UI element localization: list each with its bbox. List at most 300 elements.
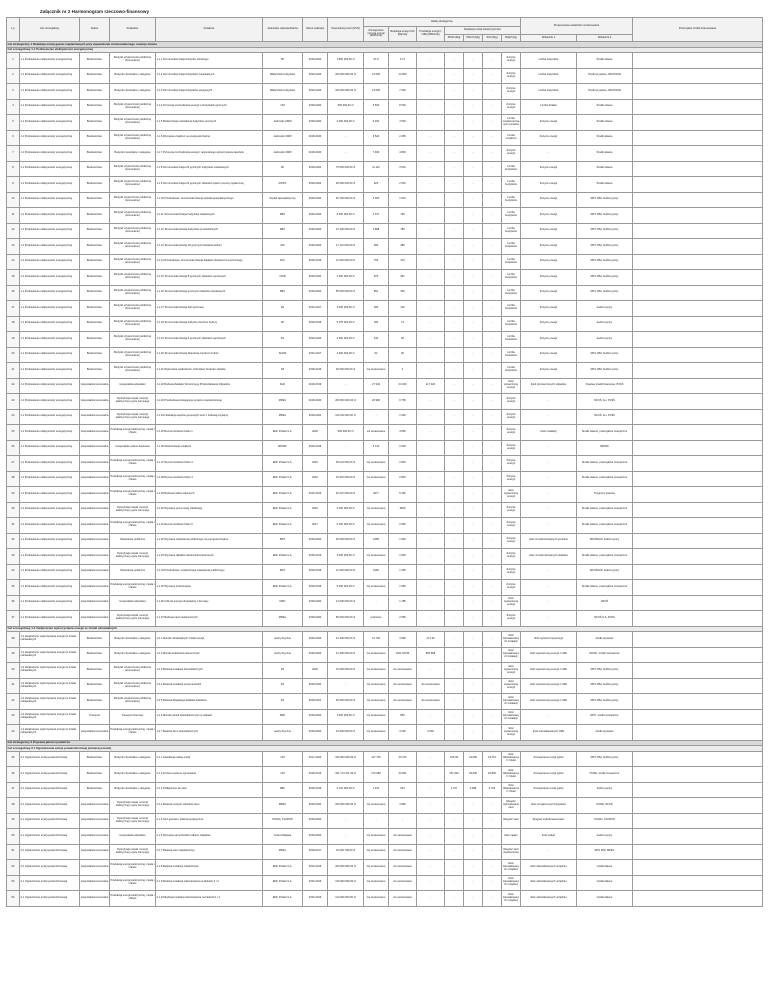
cell-podsektor: Budynki mieszkalne i usługowe [110,767,156,783]
cell-jednostka: Właściciele budynków [263,84,303,100]
cell-cel: 1.1 Podniesienie efektywności energetycznej [20,99,80,115]
cell-podsektor: Oświetlenie publiczne [110,564,156,580]
cell-pm10: - [445,647,464,663]
cell-wskaznik-2: Środki własne [577,99,633,115]
cell-koszt: 21 600 000,00 zł [328,725,364,741]
cell-okres: 2018-2020 [303,208,328,224]
cell-lp: 45 [7,751,20,767]
cell-okres: 2018-2020 [303,146,328,162]
table-row [7,239,763,255]
cell-podsektor: Gospodarka odpadami [110,829,156,845]
cell-zuzycie: - [364,813,389,829]
cell-co2: 4 [389,363,417,379]
page-title: Załącznik nr 2 Harmonogram rzeczowo-finansowy [40,9,149,14]
cell-so2: - [483,595,502,611]
cell-co2: 4 860 [389,146,417,162]
cell-zrodla [633,632,763,648]
cell-wskaznik-1: - [521,580,577,596]
cell-so2: - [483,518,502,534]
cell-pm25: - [464,440,483,456]
cell-sektor: Gospodarka komunalna [80,844,110,860]
cell-cel: 1.1 Podniesienie efektywności energetycznej [20,549,80,565]
cell-pm25: - [464,725,483,741]
cell-dzialanie: 1.2.1 Montaż odnawialnych źródeł energii [156,632,263,648]
cell-produkcja: - [417,829,445,845]
cell-so2: - [483,316,502,332]
cell-pm25: - [464,409,483,425]
header-so2: SO2 [Mg] [483,35,502,42]
cell-pm10: - [445,798,464,814]
table-row [7,208,763,224]
cell-jednostka: SCKM [263,347,303,363]
cell-wskaznik-2: Środki własne, potencjalnie zewnętrzne [577,425,633,441]
cell-dzialanie: 1.1.34 Przebudowa i modernizacja oświetlenia publicznego [156,564,263,580]
cell-koszt: 20 000 000,00 zł [328,533,364,549]
cell-cel: 1.2 Zwiększenie wykorzystania energii ze źródeł odnawialnych [20,709,80,725]
cell-lp: 7 [7,146,20,162]
cell-podsektor: Budynki użyteczności publicznej (komunalne) [110,694,156,710]
cell-cel: 1.1 Podniesienie efektywności energetycznej [20,595,80,611]
cell-co2: nie oszacowano [389,891,417,907]
cell-wskaznik-2: RPO WM, budżet gminy [577,208,633,224]
cell-wskaznik-2: RPO WM, budżet gminy [577,363,633,379]
cell-podsektor: Budynki użyteczności publicznej (komunalne) [110,270,156,286]
cell-pm25: - [464,456,483,472]
cell-jednostka: Jednostki UMW [263,130,303,146]
cell-co2: 7 900 [389,84,417,100]
cell-so2: - [483,580,502,596]
cell-bap: Ilość zlikwidowanych źródeł [502,782,521,798]
cell-wskaznik-2: NFOŚ, fun. POIiŚ [577,409,633,425]
cell-lp: 48 [7,798,20,814]
cell-koszt: 75 000 000,00 zł [328,161,364,177]
cell-bap: Zużycie energii [502,456,521,472]
cell-zrodla [633,347,763,363]
cell-podsektor: Transport zbiorowy [110,709,156,725]
cell-dzialanie: 1.1.6 Wymiana urządzeń na energooszczędne [156,130,263,146]
cell-so2: - [483,440,502,456]
cell-pm25: 29,696 [464,767,483,783]
cell-produkcja: - [417,549,445,565]
cell-zrodla [633,456,763,472]
header-okres: Okres realizacji [303,18,328,42]
cell-wskaznik-1: - [521,502,577,518]
cell-cel: 1.1 Podniesienie efektywności energetycznej [20,115,80,131]
cell-so2: - [483,115,502,131]
cell-dzialanie: 1.1.18 Termomodernizacja budynku Centrum Kultury [156,316,263,332]
cell-zrodla [633,440,763,456]
cell-pm10: - [445,471,464,487]
cell-okres: 2018-2020 [303,611,328,627]
cell-cel: 2.1 Ograniczenie emisji powierzchniowej [20,782,80,798]
cell-co2: 1 185 [389,595,417,611]
cell-produkcja: - [417,751,445,767]
cell-pm25: - [464,177,483,193]
cell-okres: 2016-2019 [303,891,328,907]
cell-zrodla [633,518,763,534]
cell-koszt: 11 000 000,00 zł [328,564,364,580]
cell-zrodla [633,285,763,301]
cell-wskaznik-1: Zużycie energii [521,192,577,208]
cell-sektor: Budownictwo [80,301,110,317]
cell-wskaznik-1: - [521,518,577,534]
cell-pm25: - [464,595,483,611]
cell-so2: - [483,798,502,814]
cell-zrodla [633,301,763,317]
cell-dzialanie: 1.1.21 Wykonanie wydłużenia i rozbudowy budynku szpitala [156,363,263,379]
cell-podsektor: Budynki użyteczności publicznej (komunalne) [110,285,156,301]
cell-cel: 1.1 Podniesienie efektywności energetycznej [20,53,80,69]
cell-dzialanie: 1.1.7 Promocja oszczędzania energii i racjonalnego wykorzystania zasobów [156,146,263,162]
cell-bap: Ilość zainstalowanych urządzeń [502,875,521,891]
cell-lp: 31 [7,518,20,534]
cell-zuzycie: nie oszacowano [364,518,389,534]
table-row [7,709,763,725]
cell-dzialanie: 1.1.8 Termomodernizacja 26 gminnych budynków oświatowych [156,161,263,177]
cell-dzialanie: 1.1.20 Termomodernizacja Starostwa Centrum Kultury [156,347,263,363]
cell-koszt: 4 000 000,00 zł [328,301,364,317]
cell-cel: 1.1 Podniesienie efektywności energetycznej [20,223,80,239]
cell-okres: 2018-2019 [303,254,328,270]
cell-produkcja: - [417,813,445,829]
cell-koszt: 110 010 000,00 zł [328,409,364,425]
table-row [7,767,763,783]
cell-cel: 2.1 Ograniczenie emisji powierzchniowej [20,891,80,907]
cell-pm10: - [445,694,464,710]
cell-wskaznik-1: Zmniejszenie emisji pyłów [521,767,577,783]
cell-zrodla [633,223,763,239]
cell-sektor: Budownictwo [80,161,110,177]
specific-goal-label: Cel szczegółowy 2.1 Ograniczenie emisji powierzchniowej (zanieczyszczeń) [7,746,763,752]
cell-co2: 8 000 [389,99,417,115]
cell-bap: Liczba budynków [502,254,521,270]
cell-lp: 51 [7,844,20,860]
cell-okres: 2018-2020 [303,53,328,69]
cell-zrodla [633,53,763,69]
cell-zrodla [633,177,763,193]
specific-goal-label: Cel szczegółowy 1.1 Podniesienie efektywności energetycznej [7,47,763,53]
cell-pm25: 0,289 [464,782,483,798]
cell-co2: nie oszacowano [389,875,417,891]
header-lp: L.p. [7,18,20,42]
cell-wskaznik-2: RCMC, środki zewnętrzne [577,647,633,663]
cell-jednostka: osoby fizyczne [263,632,303,648]
cell-wskaznik-1: Zużycie energii [521,270,577,286]
table-row [7,580,763,596]
cell-jednostka: SP [263,53,303,69]
cell-pm10: - [445,332,464,348]
cell-lp: 35 [7,580,20,596]
cell-lp: 54 [7,891,20,907]
cell-zuzycie: 176 080 [364,767,389,783]
cell-dzialanie: 1.2.3 Budowa instalacji fotowoltaicznych [156,663,263,679]
cell-wskaznik-2: RPO WM, budżet gminy [577,223,633,239]
cell-zrodla [633,798,763,814]
cell-dzialanie: 1.1.29 Budowa kotłów odpowych [156,487,263,503]
cell-sektor: Gospodarka komunalna [80,502,110,518]
cell-cel: 1.1 Podniesienie efektywności energetycznej [20,502,80,518]
cell-so2: - [483,177,502,193]
cell-sektor: Budownictwo [80,347,110,363]
cell-koszt: 15 000 738,00 zł [328,844,364,860]
cell-jednostka: ZOL [263,254,303,270]
cell-wskaznik-1: Ilość zmodernizowanych punktów [521,533,577,549]
cell-zrodla [633,580,763,596]
cell-jednostka: ZBO [263,223,303,239]
cell-podsektor: Budynki mieszkalne i usługowe [110,146,156,162]
cell-pm25: - [464,678,483,694]
cell-zrodla [633,99,763,115]
cell-wskaznik-1: Ilość wytworzonej energii z OZE [521,663,577,679]
cell-podsektor: Dystrybucja ciepła i energii elektrycznej i gazu ziemnego [110,549,156,565]
cell-jednostka: ZBO [263,208,303,224]
cell-cel: 1.1 Podniesienie efektywności energetycznej [20,409,80,425]
cell-so2: - [483,130,502,146]
cell-zuzycie: 4677 [364,487,389,503]
cell-wskaznik-2: środki prywatne [577,725,633,741]
cell-pm10: - [445,844,464,860]
cell-bap: Ilość wytworzonej energii [502,678,521,694]
cell-co2: 4 980 [389,798,417,814]
cell-jednostka: osoby fizyczne [263,725,303,741]
cell-podsektor: Budynki użyteczności publicznej (komunalne) [110,301,156,317]
cell-produkcja: - [417,68,445,84]
cell-wskaznik-2: budżet gminy [577,782,633,798]
cell-pm25: - [464,316,483,332]
cell-koszt: 160 000 000,00 zł [328,84,364,100]
cell-wskaznik-1: - [521,595,577,611]
cell-so2: - [483,875,502,891]
table-row [7,378,763,394]
cell-wskaznik-2: Środki własne [577,146,633,162]
cell-zrodla [633,208,763,224]
cell-cel: 1.2 Zwiększenie wykorzystania energii ze źródeł odnawialnych [20,725,80,741]
cell-so2: - [483,860,502,876]
cell-cel: 2.1 Ograniczenie emisji powierzchniowej [20,798,80,814]
cell-cel: 2.1 Ograniczenie emisji powierzchniowej [20,767,80,783]
cell-sektor: Budownictwo [80,177,110,193]
cell-pm25: - [464,487,483,503]
cell-cel: 1.1 Podniesienie efektywności energetycznej [20,161,80,177]
cell-koszt: 15 000 000,00 zł [328,663,364,679]
cell-okres: 2018-2020 [303,725,328,741]
header-wskaznik-1: Wskaźnik 1 [521,35,577,42]
cell-wskaznik-1: Ilość zainstalowanych urządzeń [521,891,577,907]
cell-jednostka: PGNiG, TAURON [263,813,303,829]
cell-co2: nie oszacowano [389,844,417,860]
cell-zuzycie: nie oszacowano [364,580,389,596]
cell-okres: 2018-2020 [303,595,328,611]
cell-wskaznik-1: - [521,709,577,725]
cell-cel: 1.1 Podniesienie efektywności energetycznej [20,316,80,332]
cell-zuzycie: 900 [364,239,389,255]
cell-produkcja: - [417,254,445,270]
cell-zuzycie: nie oszacowano [364,471,389,487]
cell-bap: Liczba budynków [502,192,521,208]
table-row [7,751,763,767]
cell-wskaznik-1: Ilość zadań [521,829,577,845]
cell-zrodla [633,239,763,255]
cell-jednostka: UM [263,767,303,783]
cell-produkcja: - [417,518,445,534]
cell-so2: - [483,533,502,549]
cell-pm10: - [445,347,464,363]
cell-okres: 2016-2019 [303,860,328,876]
cell-zrodla [633,663,763,679]
cell-pm10: - [445,549,464,565]
cell-wskaznik-2: WFOŚiGW, budżet gminy [577,533,633,549]
cell-bap: Zużycie energii [502,564,521,580]
cell-jednostka: SW [263,239,303,255]
cell-okres: 2018-2020 [303,678,328,694]
cell-zuzycie: nie oszacowano [364,425,389,441]
cell-pm10: - [445,68,464,84]
cell-cel: 2.1 Ograniczenie emisji powierzchniowej [20,829,80,845]
cell-jednostka: MZK [263,709,303,725]
cell-koszt: 3 000 000,00 zł [328,502,364,518]
cell-zrodla [633,533,763,549]
cell-okres: 2018-2020 [303,68,328,84]
cell-wskaznik-1: Zużycie energii [521,363,577,379]
cell-pm10: - [445,239,464,255]
cell-pm25: - [464,347,483,363]
cell-so2: - [483,285,502,301]
cell-zuzycie: nie oszacowano [364,663,389,679]
cell-lp: 2 [7,68,20,84]
cell-zrodla [633,751,763,767]
cell-co2: 43 370 [389,751,417,767]
cell-dzialanie: 2.1.5 Sieć gazowa i elektroenergetyczna [156,813,263,829]
cell-produkcja: - [417,425,445,441]
cell-co2: - [389,813,417,829]
cell-koszt: 17 121 520,00 zł [328,239,364,255]
cell-co2: 2 840 [389,456,417,472]
cell-bap: Liczba budynków [502,332,521,348]
cell-lp: 44 [7,725,20,741]
cell-bap: Zużycie energii [502,53,521,69]
header-efekty: Efekty ekologiczne [364,18,521,27]
cell-pm25: - [464,239,483,255]
cell-jednostka: Właściciele budynków [263,68,303,84]
cell-bap: Liczba budynków [502,161,521,177]
cell-jednostka: MPEC [263,611,303,627]
cell-bap: Ilość wytworzonej energii [502,595,521,611]
cell-sektor: Budownictwo [80,84,110,100]
cell-wskaznik-2: RPO WM, budżet gminy [577,678,633,694]
cell-podsektor: Dystrybucja ciepła i energii elektrycznej i gazu ziemnego [110,844,156,860]
cell-cel: 2.1 Ograniczenie emisji powierzchniowej [20,875,80,891]
cell-bap: Zużycie energii [502,68,521,84]
table-header [7,18,763,42]
cell-okres: 2018-2019 [303,363,328,379]
cell-okres: 2018-2020 [303,813,328,829]
cell-so2: - [483,694,502,710]
cell-cel: 1.1 Podniesienie efektywności energetycznej [20,487,80,503]
cell-dzialanie: 2.1.1 Likwidacja niskiej emisji [156,751,263,767]
cell-koszt: 14 000 000,00 zł [328,595,364,611]
cell-zrodla [633,875,763,891]
cell-so2: - [483,663,502,679]
cell-dzialanie: 1.1.11 Termomodernizacja budynków oświatowych [156,208,263,224]
cell-co2: 2 950 [389,518,417,534]
cell-pm10: - [445,875,464,891]
cell-produkcja: - [417,440,445,456]
cell-jednostka: SZ [263,363,303,379]
header-pm10: PM10 [Mg] [445,35,464,42]
cell-okres: 2018-2020 [303,647,328,663]
cell-pm10: - [445,533,464,549]
cell-jednostka: EDF Polska S.A. [263,487,303,503]
cell-produkcja: - [417,564,445,580]
cell-zrodla [633,829,763,845]
cell-okres: 2018-2020 [303,632,328,648]
table-row [7,829,763,845]
cell-pm10: - [445,829,464,845]
cell-pm10: - [445,254,464,270]
cell-lp: 46 [7,767,20,783]
header-zuzycie: Zmniejszenie zużycia energii [MWh/rok] [364,27,389,42]
cell-sektor: Gospodarka komunalna [80,456,110,472]
cell-koszt: - [328,440,364,456]
cell-podsektor: Produkcja energii elektrycznej, ciepła i chłodu [110,580,156,596]
cell-jednostka: EDF Polska S.A. [263,549,303,565]
cell-okres: 2018-2020 [303,285,328,301]
cell-jednostka: MPEC [263,798,303,814]
cell-pm10: - [445,161,464,177]
cell-koszt: 4 900 000,00 zł [328,347,364,363]
cell-sektor: Gospodarka komunalna [80,564,110,580]
cell-lp: 15 [7,270,20,286]
cell-dzialanie: 1.1.32 Wymiana oświetlenia publicznego na energooszczędne [156,533,263,549]
table-row [7,270,763,286]
cell-pm25: - [464,84,483,100]
cell-wskaznik-1: Zmniejszenie emisji pyłów [521,751,577,767]
cell-cel: 1.1 Podniesienie efektywności energetycznej [20,239,80,255]
cell-wskaznik-2: środki własne [577,891,633,907]
cell-sektor: Gospodarka komunalna [80,860,110,876]
cell-sektor: Gospodarka komunalna [80,378,110,394]
table-row [7,316,763,332]
cell-zrodla [633,549,763,565]
cell-jednostka: EDF Polska S.A. [263,425,303,441]
cell-dzialanie: 1.1.17 Termomodernizacja hali sportowej [156,301,263,317]
cell-wskaznik-2: RPO WM, budżet gminy [577,285,633,301]
cell-cel: 1.1 Podniesienie efektywności energetycznej [20,332,80,348]
cell-produkcja: - [417,394,445,410]
cell-zrodla [633,891,763,907]
cell-lp: 5 [7,115,20,131]
cell-pm10: - [445,709,464,725]
cell-zuzycie: nie oszacowano [364,549,389,565]
cell-sektor: Gospodarka komunalna [80,487,110,503]
cell-so2: - [483,254,502,270]
cell-co2: 4 860 [389,425,417,441]
cell-bap: Zużycie energii [502,471,521,487]
cell-wskaznik-2: Środki prywatne, WFOŚiGW [577,84,633,100]
cell-lp: 34 [7,564,20,580]
cell-bap: Zużycie energii [502,518,521,534]
cell-bap: Zużycie energii [502,394,521,410]
cell-pm25: - [464,53,483,69]
cell-produkcja: nie oszacowano [417,678,445,694]
cell-produkcja: - [417,115,445,131]
cell-bap: Ilość zainstalowanych instalacji [502,632,521,648]
cell-dzialanie: 1.1.13 Termomodernizacja 19 gminnych obiektów kultury [156,239,263,255]
cell-zuzycie: 1 017 [364,208,389,224]
cell-lp: 23 [7,394,20,410]
cell-pm10: - [445,725,464,741]
cell-so2: - [483,68,502,84]
